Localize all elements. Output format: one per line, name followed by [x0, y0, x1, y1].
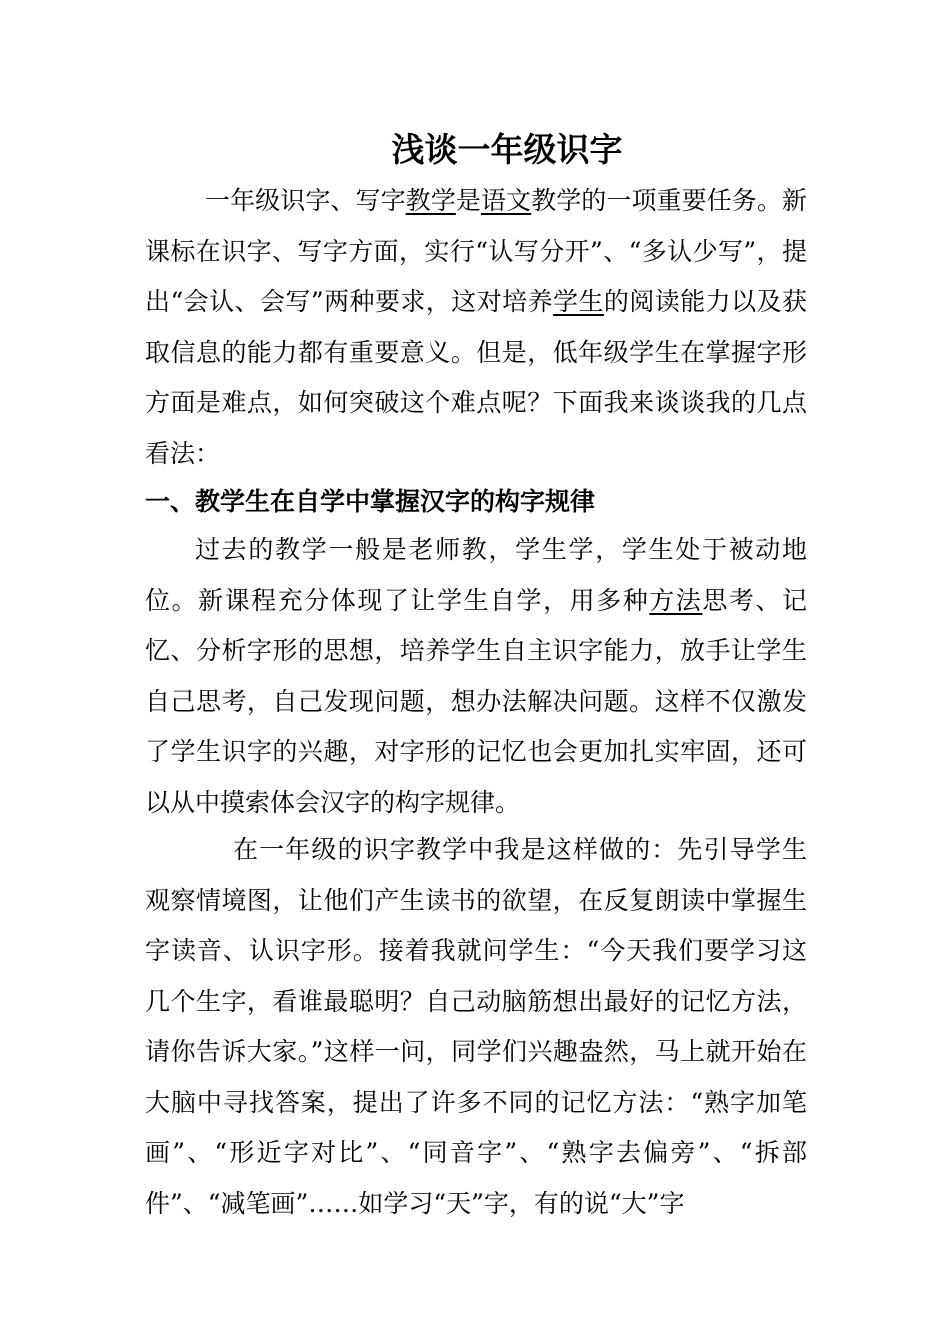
paragraph-intro-text-1: 一年级识字、写字 [205, 186, 406, 215]
paragraph-self-study-text-2: 思考、记忆、分析字形的思想，培养学生自主识字能力，放手让学生自己思考，自己发现问题，想办法解决问题。这样不仅激发了学生识字的兴趣，对字形的记忆也会更加扎实牢固，还可以从中摸索体会汉字的构字规律。 [145, 585, 807, 817]
section-heading-1: 一、教学生在自学中掌握汉字的构字规律 [145, 487, 596, 516]
paragraph-self-study-text-1: 过去的教学一般是老师教，学生学，学生处于被动地位。新课程充分体现了让学生自学，用多种 [145, 535, 807, 615]
paragraph-intro-text-3: 教学的一项重要任务。新课标在识字、写字方面，实行“认写分开”、“多认少写”，提出“会认、会写”两种要求，这对培养 [145, 186, 807, 316]
paragraph-practice: 在一年级的识字教学中我是这样做的：先引导学生观察情境图，让他们产生读书的欲望，在反复朗读中掌握生字读音、认识字形。接着我就问学生：“今天我们要学习这几个生字，看谁最聪明？自己动脑筋想出最好的记忆方法，请你告诉大家。”这样一问，同学们兴趣盎然，马上就开始在大脑中寻找答案，提出了许多不同的记忆方法：“熟字加笔画”、“形近字对比”、“同音字”、“熟字去偏旁”、“拆部件”、“减笔画”……如学习“天”字，有的说“大”字 [145, 835, 807, 1218]
document-title: 浅谈一年级识字 [391, 130, 623, 169]
link-jiaoxue[interactable]: 教学 [405, 186, 456, 215]
paragraph-intro-text-2: 是 [455, 186, 481, 215]
link-xuesheng[interactable]: 学生 [553, 287, 604, 316]
link-yuwen[interactable]: 语文 [480, 186, 532, 215]
paragraph-intro-text-4: 的阅读能力以及获取信息的能力都有重要意义。但是，低年级学生在掌握字形方面是难点，如何突破这个难点呢？下面我来谈谈我的几点看法： [145, 287, 807, 468]
paragraph-self-study [145, 525, 807, 828]
paragraph-intro [145, 176, 807, 479]
link-fangfa[interactable]: 方法 [649, 585, 703, 615]
